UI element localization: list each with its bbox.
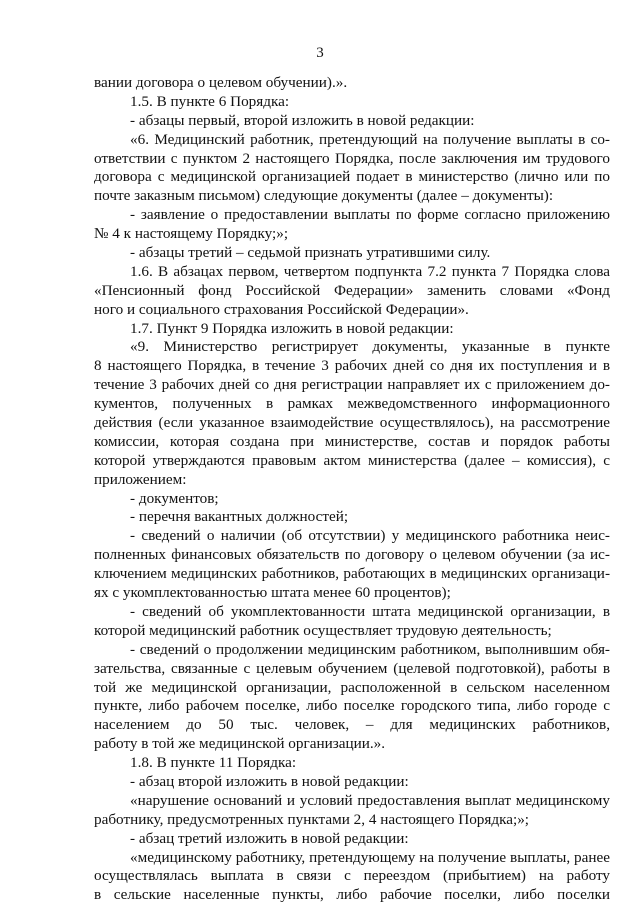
- text-line: кументов, полученных в рамках межведомственного информационного: [94, 395, 610, 413]
- text-line: полненных финансовых обязательств по договору о целевом обучении (за ис-: [94, 546, 610, 564]
- text-line: - документов;: [130, 489, 219, 507]
- text-line: - абзац третий изложить в новой редакции:: [130, 829, 409, 847]
- text-line: - абзацы третий – седьмой признать утратившими силу.: [130, 244, 491, 262]
- text-line: 8 настоящего Порядка, в течение 3 рабочих дней со дня их поступления и в: [94, 357, 610, 375]
- text-line: «6. Медицинский работник, претендующий на получение выплаты в со-: [130, 130, 610, 148]
- text-line: - перечня вакантных должностей;: [130, 508, 349, 526]
- text-line: пункте, либо рабочем поселке, либо поселке городского типа, либо городе с: [94, 697, 610, 715]
- text-line: вании договора о целевом обучении).».: [94, 74, 348, 91]
- text-line: зательства, связанные с целевым обучением (целевой подготовкой), работы в: [94, 659, 610, 677]
- text-line: ключением медицинских работников, работающих в медицинских организаци-: [94, 565, 610, 583]
- text-line: - сведений об укомплектованности штата медицинской организации, в: [130, 602, 610, 620]
- text-line: осуществлялась выплата в связи с переездом (прибытием) на работу: [94, 867, 610, 885]
- text-line: в сельские населенные пункты, либо рабочие поселки, либо поселки: [94, 886, 610, 904]
- text-line: № 4 к настоящему Порядку;»;: [94, 225, 289, 243]
- text-line: комиссии, которая создана при министерстве, состав и порядок работы: [94, 432, 610, 450]
- text-line: приложением:: [94, 470, 187, 488]
- text-line: договора с медицинской организацией подает в министерство (лично или по: [94, 168, 610, 186]
- text-line: почте заказным письмом) следующие документы (далее – документы):: [94, 187, 554, 205]
- text-line: ного и социального страхования Российской Федерации».: [94, 300, 469, 318]
- text-line: которой утверждаются правовым актом министерства (далее – комиссия), с: [94, 451, 610, 469]
- text-line: течение 3 рабочих дней со дня регистрации направляет их с приложением до-: [94, 376, 610, 394]
- text-line: ях с укомплектованностью штата менее 60 процентов);: [94, 584, 451, 602]
- text-line: «Пенсионный фонд Российской Федерации» заменить словами «Фонд: [94, 281, 610, 299]
- text-line: - абзацы первый, второй изложить в новой редакции:: [130, 111, 475, 129]
- text-line: 1.5. В пункте 6 Порядка:: [130, 92, 290, 110]
- text-line: действия (если указанное взаимодействие осуществлялось), на рассмотрение: [94, 414, 610, 432]
- page-number: 3: [316, 45, 324, 61]
- text-line: «нарушение оснований и условий предоставления выплат медицинскому: [130, 791, 610, 809]
- text-line: - абзац второй изложить в новой редакции:: [130, 772, 409, 790]
- text-line: 1.8. В пункте 11 Порядка:: [130, 754, 297, 772]
- document-body: [94, 74, 610, 905]
- text-line: 1.6. В абзацах первом, четвертом подпункта 7.2 пункта 7 Порядка слова: [130, 262, 610, 280]
- text-line: - заявление о предоставлении выплаты по форме согласно приложению: [130, 206, 610, 224]
- text-line: той же медицинской организации, расположенной в сельском населенном: [94, 678, 610, 696]
- text-line: 1.7. Пункт 9 Порядка изложить в новой редакции:: [130, 319, 454, 337]
- text-line: - сведений о наличии (об отсутствии) у медицинского работника неис-: [130, 527, 610, 545]
- text-line: ответствии с пунктом 2 настоящего Порядка, после заключения им трудового: [94, 149, 610, 167]
- text-line: - сведений о продолжении медицинским работником, выполнившим обя-: [130, 640, 610, 658]
- text-line: работу в той же медицинской организации.».: [94, 735, 386, 753]
- text-line: «9. Министерство регистрирует документы, указанные в пункте: [130, 338, 610, 356]
- text-line: которой медицинский работник осуществляет трудовую деятельность;: [94, 621, 552, 639]
- text-line: «медицинскому работнику, претендующему на получение выплаты, ранее: [130, 848, 610, 866]
- text-line: работнику, предусмотренных пунктами 2, 4 настоящего Порядка;»;: [94, 810, 530, 828]
- text-line: населением до 50 тыс. человек, – для медицинских работников,: [94, 716, 610, 734]
